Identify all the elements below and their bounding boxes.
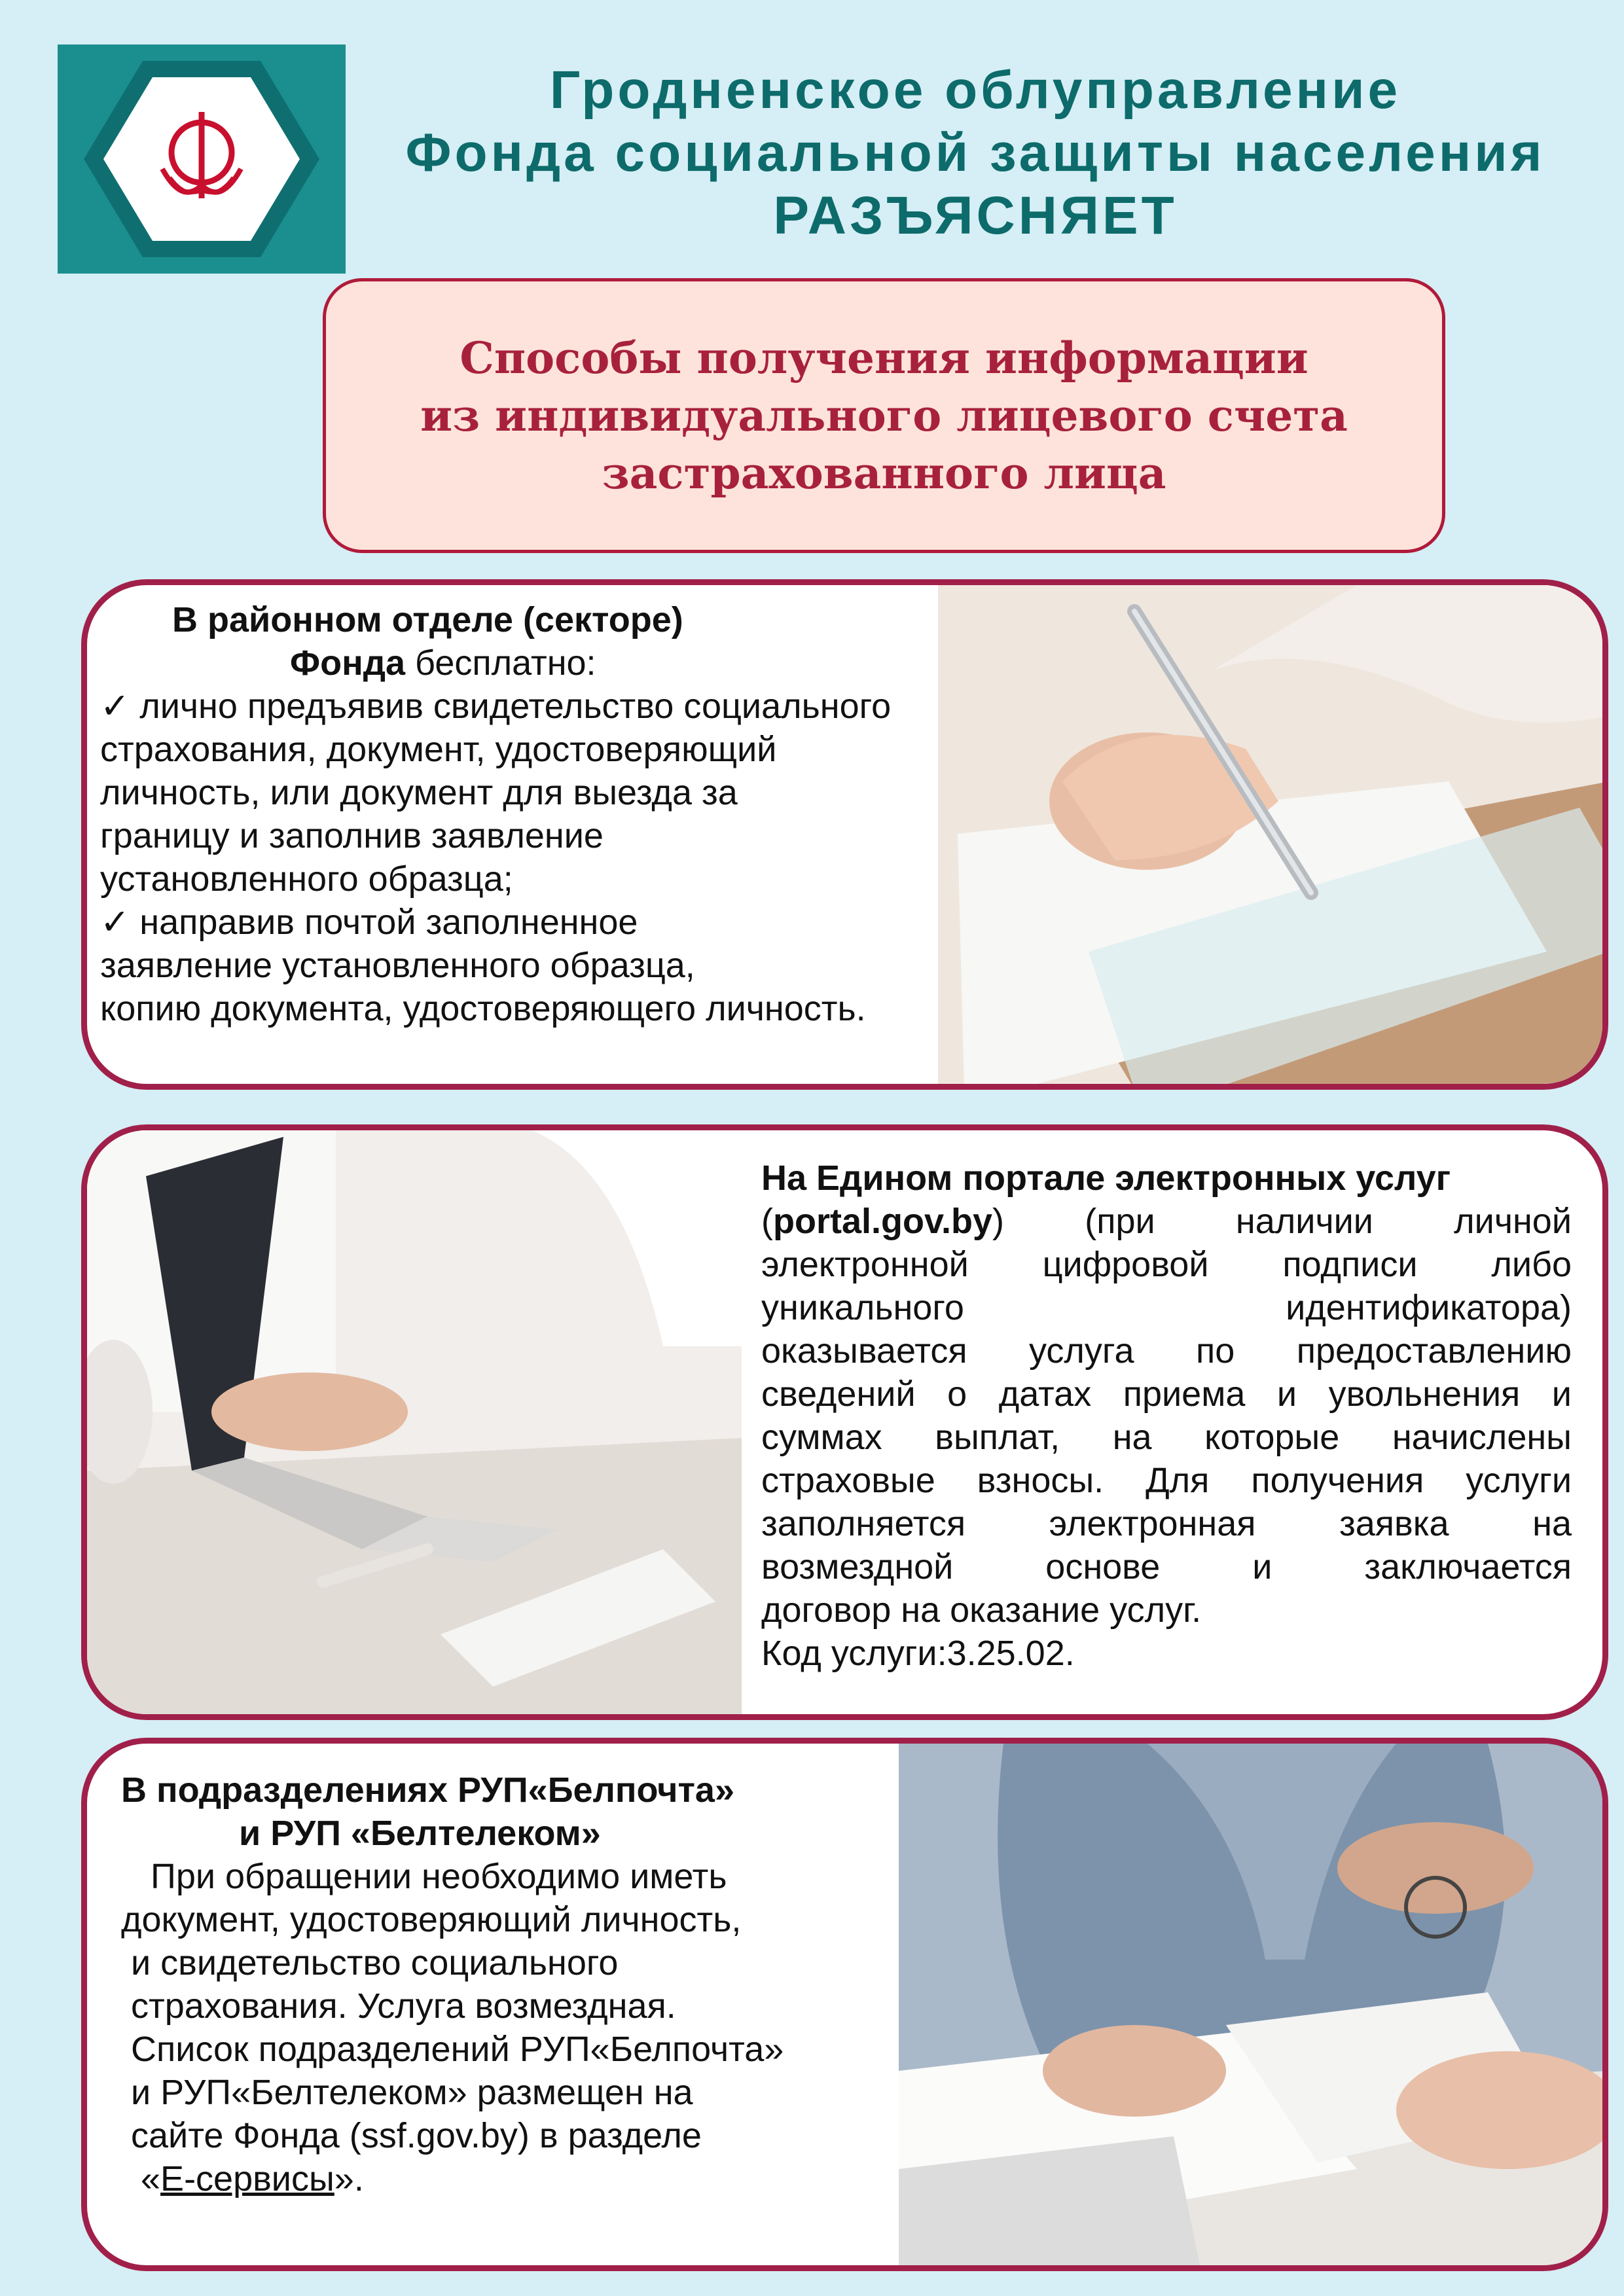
text-line: Список подразделений РУП«Белпочта» [121,2030,784,2069]
fszn-emblem-icon [156,107,247,211]
word: электронная [1049,1504,1256,1543]
text-line: договор на оказание услуг. [761,1590,1202,1630]
text-line [761,1459,1572,1502]
word: услуга [1029,1331,1134,1371]
link-suffix: ». [334,2159,364,2198]
text-line [121,2157,992,2200]
text-line [761,1502,1572,1545]
panel-heading-2 [100,641,1134,685]
word: сведений [761,1374,916,1414]
word: и [1252,1547,1272,1587]
check-icon: ✓ [100,903,130,942]
panel-district-office [81,579,1608,1090]
word: приема [1123,1374,1246,1414]
list-item-text: направив почтой заполненное [130,903,638,942]
word: услуги [1466,1461,1572,1500]
word: и [1276,1374,1297,1414]
header-title [367,59,1584,247]
word: возмездной [761,1547,954,1587]
word: электронной [761,1245,969,1284]
document-handover-illustration [899,1744,1608,2265]
panel-e-portal-text [761,1157,1572,1675]
word: по [1195,1331,1235,1371]
text-line: и РУП«Белтелеком» размещен на [121,2073,693,2112]
list-item [100,685,1134,728]
word: Для [1146,1461,1210,1500]
list-item [100,901,1134,944]
panel-heading-2: и РУП «Белтелеком» [239,1814,601,1853]
service-code: Код услуги:3.25.02. [761,1634,1075,1673]
text-line [761,1243,1572,1286]
word: и [1551,1374,1572,1414]
word: датах [998,1374,1092,1414]
list-item-text: установленного образца; [100,859,513,899]
word: о [947,1374,967,1414]
subject-line: из индивидуального лицевого счета [420,390,1348,441]
text-line [761,1200,1572,1243]
portal-paren: ( [761,1202,773,1241]
list-item-text: копию документа, удостоверяющего личность. [100,989,866,1028]
header-title-line: Гродненское облуправление [549,60,1401,120]
text-line: сайте Фонда (ssf.gov.by) в разделе [121,2116,702,2155]
word: заполняется [761,1504,966,1543]
word: страховые [761,1461,935,1500]
laptop-typing-photo [87,1130,742,1714]
check-icon: ✓ [100,687,130,726]
word: либо [1491,1245,1572,1284]
e-services-link[interactable]: Е-сервисы [160,2159,334,2198]
list-item-text: заявление установленного образца, [100,946,695,985]
document-handover-photo [899,1744,1608,2265]
word: заключается [1364,1547,1572,1587]
portal-paren: ) [992,1202,1004,1241]
list-item-text: лично предъявив свидетельство социального [130,687,892,726]
laptop-typing-illustration [87,1130,742,1714]
text-line [761,1372,1572,1416]
word: на [1112,1418,1152,1457]
word: цифровой [1042,1245,1209,1284]
word: суммах [761,1418,882,1457]
word: подписи [1282,1245,1418,1284]
subject-line: Способы получения информации [460,332,1308,384]
word: уникального [761,1288,964,1327]
list-item-text: страхования, документ, удостоверяющий [100,730,777,769]
text-line: и свидетельство социального [121,1943,619,1982]
panel-e-portal [81,1124,1608,1720]
panel-belpochta-text [121,1768,992,2200]
word: оказывается [761,1331,967,1371]
word: выплат, [935,1418,1060,1457]
list-item-text: личность, или документ для выезда за [100,773,738,812]
word: предоставлению [1296,1331,1572,1371]
panel-heading-bold: Фонда [290,643,406,683]
subject-box [323,278,1445,553]
word: на [1532,1504,1572,1543]
portal-link: portal.gov.by [772,1202,993,1241]
word: (при [1085,1202,1155,1241]
panel-district-office-text [100,598,1134,1030]
panel-heading-rest: бесплатно: [405,643,596,683]
word: основе [1045,1547,1161,1587]
panel-belpochta-beltelecom [81,1738,1608,2271]
logo-block [58,45,346,274]
word: наличии [1235,1202,1373,1241]
word: получения [1251,1461,1424,1500]
text-line [761,1329,1572,1372]
word: начислены [1392,1418,1572,1457]
text-line: При обращении необходимо иметь [121,1857,727,1896]
panel-heading: На Едином портале электронных услуг [761,1158,1451,1198]
header-title-line: РАЗЪЯСНЯЕТ [773,186,1178,245]
word: взносы. [977,1461,1104,1500]
word: заявка [1339,1504,1449,1543]
word: увольнения [1328,1374,1521,1414]
text-line: документ, удостоверяющий личность, [121,1900,742,1939]
word: личной [1454,1202,1572,1241]
subject-line: застрахованного лица [602,448,1166,499]
text-line [761,1545,1572,1588]
word: идентификатора) [1286,1288,1572,1327]
panel-heading: В районном отделе (секторе) [172,600,683,639]
text-line [761,1416,1572,1459]
text-line: страхования. Услуга возмездная. [121,1986,676,2026]
panel-heading: В подразделениях РУП«Белпочта» [121,1770,734,1810]
list-item-text: границу и заполнив заявление [100,816,604,855]
header-title-line: Фонда социальной защиты населения [405,123,1545,183]
text-line [761,1286,1572,1329]
link-prefix: « [121,2159,161,2198]
word: которые [1204,1418,1340,1457]
